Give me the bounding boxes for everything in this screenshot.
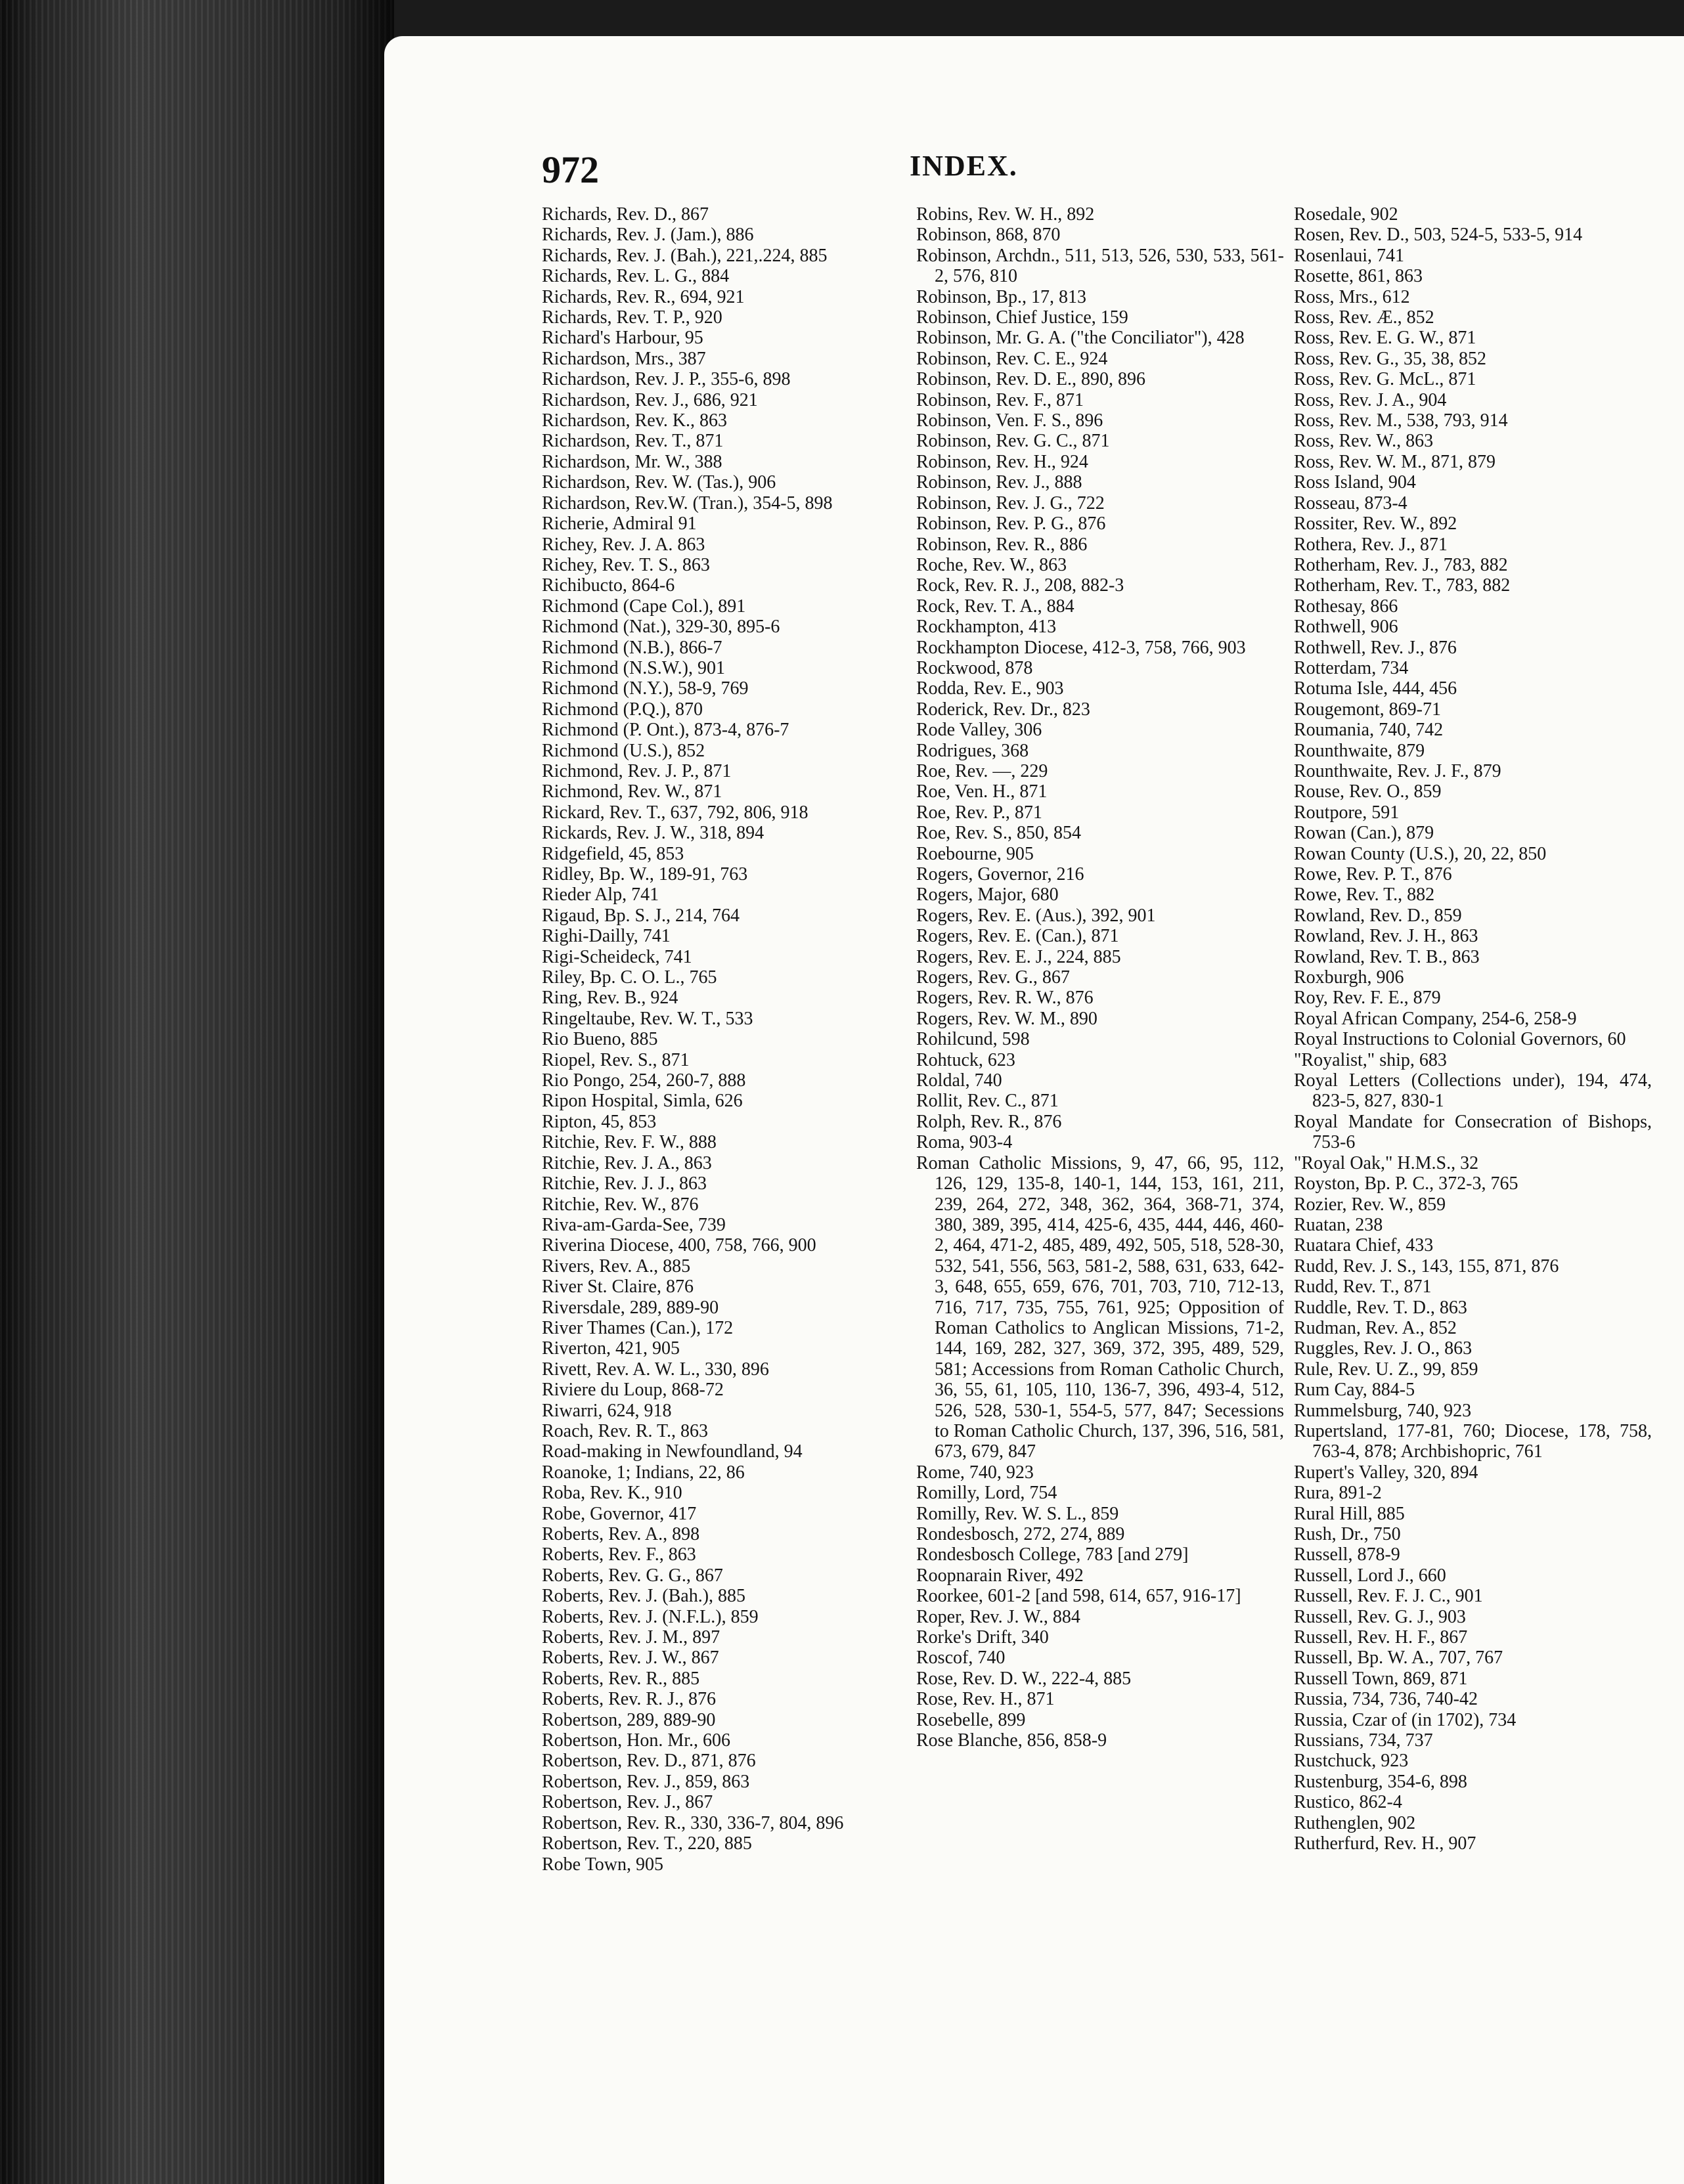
index-entry: Roanoke, 1; Indians, 22, 86	[542, 1462, 745, 1483]
index-column-1	[542, 204, 883, 1875]
index-entry: Robinson, Rev. H., 924	[916, 451, 1088, 472]
index-entry: Rudman, Rev. A., 852	[1294, 1317, 1457, 1338]
index-entry: Robinson, Bp., 17, 813	[916, 286, 1087, 307]
index-entry: Rustchuck, 923	[1294, 1751, 1409, 1772]
index-entry: Richmond (Nat.), 329-30, 895-6	[542, 617, 780, 638]
index-entry: "Royal Oak," H.M.S., 32	[1294, 1152, 1479, 1173]
index-entry: Roach, Rev. R. T., 863	[542, 1420, 709, 1441]
index-entry: Rowan County (U.S.), 20, 22, 850	[1294, 843, 1547, 864]
index-entry: Robinson, Rev. P. G., 876	[916, 513, 1106, 535]
index-entry: Rum Cay, 884-5	[1294, 1380, 1415, 1401]
index-entry: Rode Valley, 306	[916, 720, 1042, 741]
index-entry: Road-making in Newfoundland, 94	[542, 1441, 803, 1462]
index-entry: Robertson, Hon. Mr., 606	[542, 1730, 730, 1751]
index-entry: Richey, Rev. J. A. 863	[542, 534, 705, 555]
index-entry: Ross, Rev. G. McL., 871	[1294, 369, 1476, 390]
index-entry: Rio Pongo, 254, 260-7, 888	[542, 1070, 746, 1091]
index-entry: Roper, Rev. J. W., 884	[916, 1606, 1080, 1627]
index-entry: Russell, Rev. H. F., 867	[1294, 1627, 1468, 1648]
index-entry: Richards, Rev. R., 694, 921	[542, 286, 745, 307]
index-entry: Rose, Rev. H., 871	[916, 1689, 1055, 1710]
index-entry: Rowe, Rev. T., 882	[1294, 885, 1435, 906]
index-entry: Richards, Rev. J. (Bah.), 221,.224, 885	[542, 245, 828, 266]
index-entry: Russell, Lord J., 660	[1294, 1565, 1446, 1586]
index-entry: Roe, Rev. P., 871	[916, 802, 1042, 823]
index-entry: Rio Bueno, 885	[542, 1029, 658, 1050]
index-entry: Rigi-Scheideck, 741	[542, 946, 692, 967]
index-column-2	[916, 204, 1284, 1751]
index-entry: Roberts, Rev. G. G., 867	[542, 1565, 723, 1586]
index-entry: Rotherham, Rev. J., 783, 882	[1294, 554, 1508, 575]
running-head: INDEX.	[910, 150, 1018, 182]
index-entry: Rowan (Can.), 879	[1294, 823, 1434, 844]
index-entry: Robinson, Rev. G. C., 871	[916, 431, 1110, 452]
index-entry: Robinson, Rev. F., 871	[916, 389, 1084, 410]
index-entry: Royal African Company, 254-6, 258-9	[1294, 1008, 1577, 1029]
index-entry: Royal Instructions to Colonial Governors, 60	[1294, 1029, 1626, 1050]
index-entry: Rosseau, 873-4	[1294, 492, 1407, 513]
index-entry: Roe, Rev. S., 850, 854	[916, 823, 1081, 844]
index-entry: Riverton, 421, 905	[542, 1338, 680, 1359]
index-entry: Rock, Rev. R. J., 208, 882-3	[916, 575, 1124, 596]
index-entry: Rigaud, Bp. S. J., 214, 764	[542, 905, 740, 926]
index-entry: Richmond (P. Ont.), 873-4, 876-7	[542, 720, 789, 741]
index-entry: Rosenlaui, 741	[1294, 245, 1404, 266]
index-entry: Rose Blanche, 856, 858-9	[916, 1730, 1107, 1751]
index-entry: Rogers, Rev. G., 867	[916, 967, 1070, 988]
index-entry: Roman Catholic Missions, 9, 47, 66, 95, 112, 126, 129, 135-8, 140-1, 144, 153, 161, 211, 239, 264, 272, 348, 362, 364, 368-71, 374, 380, 389, 395, 414, 425-6, 435, 444, 446, 460-2, 464, 471-2, 485, 489, 492, 505, 518, 528-30, 532, 541, 556, 563, 581-2, 588, 631, 633, 642-3, 648, 655, 659, 676, 701, 703, 710, 712-13, 716, 717, 735, 755, 761, 925; Opposition of Roman Catholics to Anglican Missions, 71-2, 144, 169, 282, 327, 369, 372, 395, 489, 529, 581; Accessions from Roman Catholic Church, 36, 55, 61, 105, 110, 136-7, 396, 493-4, 512, 526, 528, 530-1, 554-5, 577, 847; Secessions to Roman Catholic Church, 137, 396, 516, 581, 673, 679, 847	[916, 1152, 1284, 1462]
index-entry: Roberts, Rev. A., 898	[542, 1524, 700, 1544]
index-entry: Robinson, 868, 870	[916, 225, 1061, 246]
index-entry: Rogers, Major, 680	[916, 885, 1059, 906]
index-entry: Roe, Rev. —, 229	[916, 760, 1048, 781]
index-entry: Roorkee, 601-2 [and 598, 614, 657, 916-17]	[916, 1586, 1241, 1607]
index-entry: Rowland, Rev. D., 859	[1294, 905, 1462, 926]
index-entry: Richardson, Rev. J. P., 355-6, 898	[542, 369, 791, 390]
page-number: 972	[542, 148, 599, 191]
index-entry: Richard's Harbour, 95	[542, 328, 703, 349]
index-entry: Roche, Rev. W., 863	[916, 554, 1067, 575]
index-entry: Robe, Governor, 417	[542, 1503, 697, 1524]
index-entry: Royston, Bp. P. C., 372-3, 765	[1294, 1173, 1518, 1194]
index-entry: Richardson, Mrs., 387	[542, 348, 706, 369]
index-entry: Richmond (N.Y.), 58-9, 769	[542, 678, 749, 699]
index-entry: Rowland, Rev. J. H., 863	[1294, 926, 1478, 947]
index-entry: Rural Hill, 885	[1294, 1503, 1405, 1524]
index-entry: Roderick, Rev. Dr., 823	[916, 699, 1090, 720]
index-entry: River St. Claire, 876	[542, 1277, 694, 1298]
index-entry: Rothwell, Rev. J., 876	[1294, 637, 1457, 658]
index-entry: Ringeltaube, Rev. W. T., 533	[542, 1008, 753, 1029]
index-entry: Rougemont, 869-71	[1294, 699, 1441, 720]
index-entry: Robertson, 289, 889-90	[542, 1709, 716, 1730]
index-entry: Richardson, Rev. W. (Tas.), 906	[542, 472, 776, 493]
index-entry: Rowe, Rev. P. T., 876	[1294, 864, 1452, 885]
index-entry: Rothwell, 906	[1294, 617, 1398, 638]
index-entry: Rotherham, Rev. T., 783, 882	[1294, 575, 1511, 596]
index-entry: Robertson, Rev. T., 220, 885	[542, 1833, 752, 1854]
index-entry: Rockhampton, 413	[916, 617, 1057, 638]
index-entry: Rickard, Rev. T., 637, 792, 806, 918	[542, 802, 809, 823]
index-entry: Rosebelle, 899	[916, 1709, 1026, 1730]
index-entry: Russell, Rev. F. J. C., 901	[1294, 1586, 1483, 1607]
index-entry: Rounthwaite, Rev. J. F., 879	[1294, 760, 1501, 781]
index-entry: Rossiter, Rev. W., 892	[1294, 513, 1457, 535]
index-entry: Riva-am-Garda-See, 739	[542, 1214, 726, 1235]
index-entry: Rothesay, 866	[1294, 596, 1398, 617]
index-entry: Rose, Rev. D. W., 222-4, 885	[916, 1668, 1132, 1689]
index-entry: Richards, Rev. J. (Jam.), 886	[542, 225, 754, 246]
index-entry: Rupert's Valley, 320, 894	[1294, 1462, 1478, 1483]
index-entry: Ross, Rev. W. M., 871, 879	[1294, 451, 1496, 472]
index-entry: Riopel, Rev. S., 871	[542, 1049, 690, 1070]
index-entry: Ross, Rev. E. G. W., 871	[1294, 328, 1476, 349]
index-page	[384, 36, 1684, 2184]
index-entry: Rohtuck, 623	[916, 1049, 1015, 1070]
index-entry: Robinson, Rev. C. E., 924	[916, 348, 1108, 369]
index-entry: Russia, Czar of (in 1702), 734	[1294, 1709, 1517, 1730]
index-entry: Ruatara Chief, 433	[1294, 1235, 1434, 1256]
index-entry: Roldal, 740	[916, 1070, 1002, 1091]
index-entry: Russell, 878-9	[1294, 1544, 1400, 1565]
index-entry: Robertson, Rev. J., 867	[542, 1792, 713, 1813]
index-entry: Robins, Rev. W. H., 892	[916, 204, 1095, 225]
index-entry: Rummelsburg, 740, 923	[1294, 1400, 1472, 1421]
index-entry: Rothera, Rev. J., 871	[1294, 534, 1448, 555]
index-entry: Rutherfurd, Rev. H., 907	[1294, 1833, 1476, 1854]
index-entry: Ross, Rev. W., 863	[1294, 431, 1434, 452]
index-entry: Rosette, 861, 863	[1294, 266, 1423, 287]
index-entry: Rivers, Rev. A., 885	[542, 1256, 691, 1277]
index-entry: Ripton, 45, 853	[542, 1111, 657, 1132]
index-entry: Robinson, Archdn., 511, 513, 526, 530, 533, 561-2, 576, 810	[916, 245, 1284, 287]
index-entry: Rodrigues, 368	[916, 740, 1029, 761]
index-entry: Roberts, Rev. J. W., 867	[542, 1648, 719, 1669]
index-entry: Rosen, Rev. D., 503, 524-5, 533-5, 914	[1294, 225, 1583, 246]
index-entry: Richards, Rev. T. P., 920	[542, 307, 722, 328]
index-entry: Roberts, Rev. J. (N.F.L.), 859	[542, 1606, 759, 1627]
index-entry: Ross, Rev. Æ., 852	[1294, 307, 1434, 328]
index-entry: Romilly, Lord, 754	[916, 1483, 1057, 1504]
index-entry: Ritchie, Rev. J. J., 863	[542, 1173, 707, 1194]
index-entry: "Royalist," ship, 683	[1294, 1049, 1447, 1070]
index-entry: Roma, 903-4	[916, 1132, 1013, 1153]
index-entry: Ridley, Bp. W., 189-91, 763	[542, 864, 748, 885]
index-entry: Rock, Rev. T. A., 884	[916, 596, 1075, 617]
index-entry: Robertson, Rev. R., 330, 336-7, 804, 896	[542, 1812, 844, 1833]
index-entry: Riversdale, 289, 889-90	[542, 1297, 719, 1318]
index-entry: Roberts, Rev. J. M., 897	[542, 1627, 720, 1648]
index-entry: Rupertsland, 177-81, 760; Diocese, 178, 758, 763-4, 878; Archbishopric, 761	[1294, 1420, 1652, 1462]
index-entry: Rockhampton Diocese, 412-3, 758, 766, 903	[916, 637, 1246, 658]
index-entry: Rotuma Isle, 444, 456	[1294, 678, 1457, 699]
index-entry: Robinson, Mr. G. A. ("the Conciliator"), 428	[916, 328, 1245, 349]
index-entry: Riverina Diocese, 400, 758, 766, 900	[542, 1235, 816, 1256]
index-entry: Righi-Dailly, 741	[542, 926, 671, 947]
index-entry: Robe Town, 905	[542, 1854, 663, 1875]
index-entry: Rudd, Rev. J. S., 143, 155, 871, 876	[1294, 1256, 1559, 1277]
index-entry: Roberts, Rev. R. J., 876	[542, 1689, 716, 1710]
book-fore-edge	[0, 0, 394, 2184]
index-entry: Ross, Rev. G., 35, 38, 852	[1294, 348, 1486, 369]
index-entry: Robertson, Rev. D., 871, 876	[542, 1751, 756, 1772]
index-entry: Russia, 734, 736, 740-42	[1294, 1689, 1478, 1710]
index-entry: Rogers, Rev. W. M., 890	[916, 1008, 1097, 1029]
index-entry: Russell, Bp. W. A., 707, 767	[1294, 1648, 1503, 1669]
index-entry: Rowland, Rev. T. B., 863	[1294, 946, 1480, 967]
index-entry: Robinson, Chief Justice, 159	[916, 307, 1128, 328]
index-entry: Rustico, 862-4	[1294, 1792, 1402, 1813]
index-entry: Rush, Dr., 750	[1294, 1524, 1401, 1544]
index-entry: Richmond (N.B.), 866-7	[542, 637, 722, 658]
index-entry: Routpore, 591	[1294, 802, 1400, 823]
index-entry: Richmond (N.S.W.), 901	[542, 657, 725, 678]
index-entry: Roe, Ven. H., 871	[916, 781, 1048, 802]
index-entry: River Thames (Can.), 172	[542, 1317, 734, 1338]
index-entry: Richardson, Rev. J., 686, 921	[542, 389, 758, 410]
index-entry: Russell Town, 869, 871	[1294, 1668, 1468, 1689]
index-entry: Riviere du Loup, 868-72	[542, 1380, 724, 1401]
index-entry: Richibucto, 864-6	[542, 575, 675, 596]
index-entry: Rogers, Rev. E. (Aus.), 392, 901	[916, 905, 1156, 926]
index-entry: Rivett, Rev. A. W. L., 330, 896	[542, 1359, 769, 1380]
index-entry: Richards, Rev. D., 867	[542, 204, 709, 225]
index-entry: Ring, Rev. B., 924	[542, 988, 678, 1009]
index-entry: Robinson, Ven. F. S., 896	[916, 410, 1103, 431]
index-entry: Richmond (P.Q.), 870	[542, 699, 703, 720]
index-entry: Rosedale, 902	[1294, 204, 1398, 225]
index-entry: Roumania, 740, 742	[1294, 720, 1444, 741]
index-entry: Richey, Rev. T. S., 863	[542, 554, 710, 575]
index-entry: Ritchie, Rev. J. A., 863	[542, 1152, 712, 1173]
index-entry: Richards, Rev. L. G., 884	[542, 266, 730, 287]
index-entry: Richerie, Admiral 91	[542, 513, 697, 535]
index-entry: Riwarri, 624, 918	[542, 1400, 672, 1421]
index-entry: Richardson, Mr. W., 388	[542, 451, 722, 472]
index-entry: Russians, 734, 737	[1294, 1730, 1433, 1751]
index-entry: Rogers, Rev. R. W., 876	[916, 988, 1094, 1009]
index-entry: Robinson, Rev. J., 888	[916, 472, 1082, 493]
index-entry: Rodda, Rev. E., 903	[916, 678, 1064, 699]
index-column-3	[1294, 204, 1652, 1854]
index-entry: Roebourne, 905	[916, 843, 1034, 864]
index-entry: Rounthwaite, 879	[1294, 740, 1425, 761]
index-entry: Rorke's Drift, 340	[916, 1627, 1049, 1648]
index-entry: Roberts, Rev. R., 885	[542, 1668, 700, 1689]
index-entry: Ross, Rev. M., 538, 793, 914	[1294, 410, 1508, 431]
index-entry: Ritchie, Rev. F. W., 888	[542, 1132, 717, 1153]
index-entry: Rudd, Rev. T., 871	[1294, 1277, 1432, 1298]
index-entry: Ridgefield, 45, 853	[542, 843, 684, 864]
index-entry: Ruddle, Rev. T. D., 863	[1294, 1297, 1467, 1318]
index-entry: Richmond (Cape Col.), 891	[542, 596, 746, 617]
index-entry: Ruggles, Rev. J. O., 863	[1294, 1338, 1473, 1359]
index-entry: Rockwood, 878	[916, 657, 1033, 678]
index-entry: Rozier, Rev. W., 859	[1294, 1194, 1446, 1215]
index-entry: Richmond, Rev. J. P., 871	[542, 760, 732, 781]
index-entry: Rolph, Rev. R., 876	[916, 1111, 1062, 1132]
index-entry: Ruthenglen, 902	[1294, 1812, 1416, 1833]
index-entry: Roscof, 740	[916, 1648, 1006, 1669]
index-entry: Richmond, Rev. W., 871	[542, 781, 722, 802]
index-entry: Robertson, Rev. J., 859, 863	[542, 1771, 750, 1792]
index-entry: Robinson, Rev. J. G., 722	[916, 492, 1105, 513]
index-entry: Ross, Mrs., 612	[1294, 286, 1410, 307]
index-entry: Robinson, Rev. R., 886	[916, 534, 1088, 555]
index-entry: Roy, Rev. F. E., 879	[1294, 988, 1441, 1009]
index-entry: Richmond (U.S.), 852	[542, 740, 705, 761]
index-entry: Russell, Rev. G. J., 903	[1294, 1606, 1466, 1627]
index-entry: Rule, Rev. U. Z., 99, 859	[1294, 1359, 1478, 1380]
index-entry: Romilly, Rev. W. S. L., 859	[916, 1503, 1119, 1524]
index-entry: Rogers, Rev. E. (Can.), 871	[916, 926, 1119, 947]
index-entry: Rogers, Governor, 216	[916, 864, 1084, 885]
index-entry: Riley, Bp. C. O. L., 765	[542, 967, 717, 988]
index-entry: Ritchie, Rev. W., 876	[542, 1194, 699, 1215]
index-entry: Rogers, Rev. E. J., 224, 885	[916, 946, 1121, 967]
index-entry: Robinson, Rev. D. E., 890, 896	[916, 369, 1145, 390]
index-entry: Rome, 740, 923	[916, 1462, 1034, 1483]
index-entry: Rura, 891-2	[1294, 1483, 1382, 1504]
index-entry: Rohilcund, 598	[916, 1029, 1030, 1050]
index-entry: Richardson, Rev. K., 863	[542, 410, 728, 431]
index-entry: Rouse, Rev. O., 859	[1294, 781, 1442, 802]
index-entry: Roberts, Rev. F., 863	[542, 1544, 696, 1565]
index-entry: Roberts, Rev. J. (Bah.), 885	[542, 1586, 746, 1607]
index-entry: Rotterdam, 734	[1294, 657, 1409, 678]
index-entry: Rondesbosch College, 783 [and 279]	[916, 1544, 1189, 1565]
index-entry: Ross Island, 904	[1294, 472, 1416, 493]
index-entry: Royal Mandate for Consecration of Bishops, 753-6	[1294, 1111, 1652, 1153]
index-entry: Roopnarain River, 492	[916, 1565, 1084, 1586]
index-entry: Royal Letters (Collections under), 194, 474, 823-5, 827, 830-1	[1294, 1070, 1652, 1112]
index-entry: Richardson, Rev.W. (Tran.), 354-5, 898	[542, 492, 833, 513]
index-entry: Roxburgh, 906	[1294, 967, 1404, 988]
index-entry: Rickards, Rev. J. W., 318, 894	[542, 823, 764, 844]
index-entry: Ripon Hospital, Simla, 626	[542, 1091, 743, 1112]
index-entry: Rieder Alp, 741	[542, 885, 659, 906]
index-entry: Ruatan, 238	[1294, 1214, 1383, 1235]
index-entry: Roba, Rev. K., 910	[542, 1483, 682, 1504]
index-entry: Rondesbosch, 272, 274, 889	[916, 1524, 1125, 1544]
index-entry: Rollit, Rev. C., 871	[916, 1091, 1059, 1112]
index-entry: Richardson, Rev. T., 871	[542, 431, 724, 452]
index-entry: Ross, Rev. J. A., 904	[1294, 389, 1447, 410]
index-entry: Rustenburg, 354-6, 898	[1294, 1771, 1467, 1792]
